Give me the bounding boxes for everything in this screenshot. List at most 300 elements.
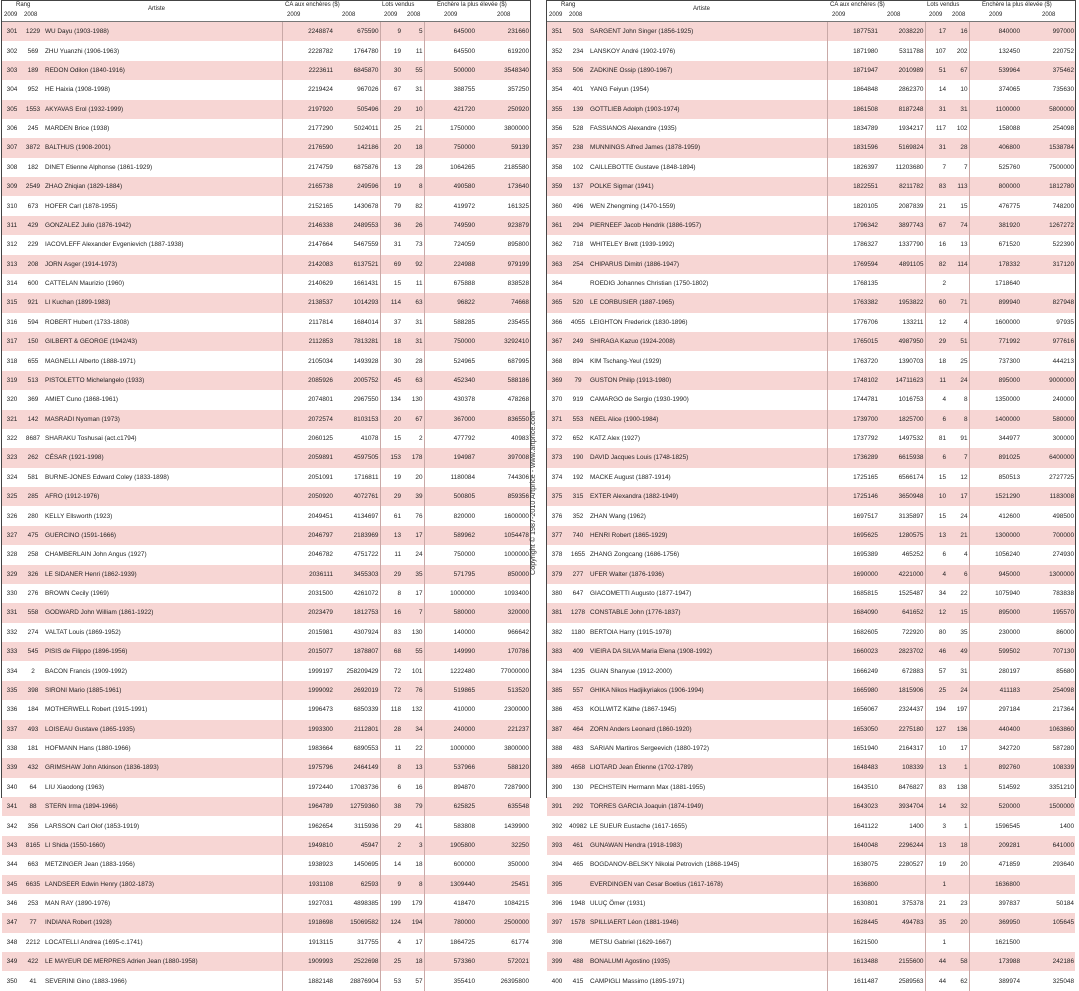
rank-2008: 4658 (567, 758, 589, 777)
lots-2008: 91 (947, 429, 969, 448)
rank-2009: 364 (547, 274, 567, 293)
rank-2008: 258 (22, 545, 44, 564)
artist-name: METZINGER Jean (1883-1956) (44, 855, 282, 874)
table-row (547, 720, 1075, 739)
turnover-2008: 1764780 (334, 41, 380, 60)
header-enchere: Enchère la plus élevée ($) (982, 2, 1052, 8)
top-bid-2009: 490580 (424, 177, 476, 196)
rank-2009: 370 (547, 390, 567, 409)
table-row (547, 235, 1075, 254)
artist-name: GONZALEZ Julio (1876-1942) (44, 216, 282, 235)
rank-2008: 513 (22, 371, 44, 390)
artist-name: MOTHERWELL Robert (1915-1991) (44, 700, 282, 719)
lots-2008: 18 (402, 855, 424, 874)
table-row (547, 158, 1075, 177)
turnover-2008: 45947 (334, 836, 380, 855)
table-row (547, 661, 1075, 680)
rank-2008: 553 (567, 410, 589, 429)
turnover-2008: 6850339 (334, 700, 380, 719)
top-bid-2009: 178332 (969, 255, 1021, 274)
table-row (547, 293, 1075, 312)
lots-2008: 25 (947, 351, 969, 370)
top-bid-2009: 500805 (424, 487, 476, 506)
top-bid-2008: 231660 (476, 22, 530, 41)
turnover-2008: 2010989 (879, 61, 925, 80)
turnover-2009: 1975796 (282, 758, 334, 777)
rank-2008: 1180 (567, 623, 589, 642)
turnover-2008: 2589563 (879, 971, 925, 990)
lots-2009: 12 (925, 603, 947, 622)
table-row (2, 196, 530, 215)
top-bid-2008: 195570 (1021, 603, 1075, 622)
top-bid-2008: 1093400 (476, 584, 530, 603)
turnover-2009: 1882148 (282, 971, 334, 990)
rank-2009: 356 (547, 119, 567, 138)
artist-name: GOTTLIEB Adolph (1903-1974) (589, 100, 827, 119)
top-bid-2009: 945000 (969, 565, 1021, 584)
top-bid-2009: 140000 (424, 623, 476, 642)
artist-name: BERTOIA Harry (1915-1978) (589, 623, 827, 642)
lots-2008: 113 (947, 177, 969, 196)
top-bid-2008: 1812780 (1021, 177, 1075, 196)
rank-2009: 377 (547, 526, 567, 545)
artist-name: MARDEN Brice (1938) (44, 119, 282, 138)
table-row (547, 487, 1075, 506)
turnover-2009: 1656067 (827, 700, 879, 719)
turnover-2008: 2464149 (334, 758, 380, 777)
lots-2008 (947, 875, 969, 894)
top-bid-2008: 587280 (1021, 739, 1075, 758)
top-bid-2009: 820000 (424, 506, 476, 525)
header-lots-2008: 2008 (407, 12, 421, 18)
lots-2008 (947, 933, 969, 952)
rank-2008 (567, 875, 589, 894)
lots-2008: 82 (402, 196, 424, 215)
lots-2008: 57 (402, 971, 424, 990)
artist-name: ZHAN Wang (1962) (589, 506, 827, 525)
rank-2009: 375 (547, 487, 567, 506)
lots-2008: 202 (947, 41, 969, 60)
turnover-2009: 1643510 (827, 778, 879, 797)
turnover-2008: 3650948 (879, 487, 925, 506)
top-bid-2008: 61774 (476, 933, 530, 952)
table-row (2, 816, 530, 835)
turnover-2008: 1014293 (334, 293, 380, 312)
lots-2008: 6 (947, 565, 969, 584)
artist-name: CHAMBERLAIN John Angus (1927) (44, 545, 282, 564)
lots-2009: 46 (925, 642, 947, 661)
lots-2009: 194 (925, 700, 947, 719)
turnover-2008: 4891105 (879, 255, 925, 274)
table-row (547, 468, 1075, 487)
table-row (2, 487, 530, 506)
turnover-2009: 1972440 (282, 778, 334, 797)
artist-name: CATTELAN Maurizio (1960) (44, 274, 282, 293)
lots-2008: 73 (402, 235, 424, 254)
lots-2008: 7 (947, 448, 969, 467)
artist-name: GIACOMETTI Augusto (1877-1947) (589, 584, 827, 603)
lots-2008: 20 (947, 913, 969, 932)
top-bid-2008: 59139 (476, 138, 530, 157)
lots-2008: 55 (402, 642, 424, 661)
top-bid-2008: 40983 (476, 429, 530, 448)
table-row (2, 158, 530, 177)
table-row (547, 138, 1075, 157)
table-row (2, 836, 530, 855)
rank-2008: 919 (567, 390, 589, 409)
rank-2008: 245 (22, 119, 44, 138)
turnover-2009: 1666249 (827, 661, 879, 680)
table-row (2, 526, 530, 545)
lots-2009: 18 (925, 351, 947, 370)
artist-name: ZHU Yuanzhi (1906-1963) (44, 41, 282, 60)
top-bid-2008: 77000000 (476, 661, 530, 680)
rank-2009: 398 (547, 933, 567, 952)
lots-2009: 25 (380, 952, 402, 971)
artist-name: IACOVLEFF Alexander Evgenievich (1887-1938) (44, 235, 282, 254)
rank-2008: 181 (22, 739, 44, 758)
table-row (2, 875, 530, 894)
turnover-2008: 2967550 (334, 390, 380, 409)
turnover-2009: 2146338 (282, 216, 334, 235)
table-row (2, 778, 530, 797)
top-bid-2009: 224988 (424, 255, 476, 274)
header-lots-2009: 2009 (384, 12, 398, 18)
rank-2009: 329 (2, 565, 22, 584)
turnover-2009: 2031500 (282, 584, 334, 603)
turnover-2008: 1497532 (879, 429, 925, 448)
lots-2009: 68 (380, 642, 402, 661)
lots-2008: 17 (402, 933, 424, 952)
lots-2008: 24 (947, 681, 969, 700)
artist-name: WEN Zhengming (1470-1559) (589, 196, 827, 215)
lots-2008: 18 (402, 952, 424, 971)
table-row (547, 526, 1075, 545)
top-bid-2009: 671520 (969, 235, 1021, 254)
top-bid-2009: 1718640 (969, 274, 1021, 293)
table-row (2, 913, 530, 932)
top-bid-2009: 411183 (969, 681, 1021, 700)
top-bid-2009: 1075940 (969, 584, 1021, 603)
artist-name: BOGDANOV-BELSKY Nikolai Petrovich (1868-1945) (589, 855, 827, 874)
turnover-2008 (879, 274, 925, 293)
rank-2008: 1948 (567, 894, 589, 913)
turnover-2008: 1953822 (879, 293, 925, 312)
table-row (2, 623, 530, 642)
table-row (2, 971, 530, 990)
lots-2009: 10 (925, 487, 947, 506)
rank-2008 (567, 933, 589, 952)
turnover-2009: 1871947 (827, 61, 879, 80)
rank-2008: 493 (22, 720, 44, 739)
artist-name: MAN RAY (1890-1976) (44, 894, 282, 913)
lots-2008: 10 (947, 80, 969, 99)
top-bid-2008: 498500 (1021, 506, 1075, 525)
turnover-2009: 1820105 (827, 196, 879, 215)
lots-2009: 82 (925, 255, 947, 274)
turnover-2009: 1638075 (827, 855, 879, 874)
rank-2008: 488 (567, 952, 589, 971)
table-row (547, 971, 1075, 990)
turnover-2009: 2059891 (282, 448, 334, 467)
table-row (2, 410, 530, 429)
artist-name: METSU Gabriel (1629-1667) (589, 933, 827, 952)
top-bid-2008: 220752 (1021, 41, 1075, 60)
lots-2008: 76 (402, 681, 424, 700)
lots-2009: 6 (925, 448, 947, 467)
top-bid-2008: 300000 (1021, 429, 1075, 448)
rank-2008: 409 (567, 642, 589, 661)
header-artiste: Artiste (148, 6, 166, 12)
top-bid-2008: 108339 (1021, 758, 1075, 777)
turnover-2008: 1450695 (334, 855, 380, 874)
table-row (547, 274, 1075, 293)
lots-2008: 22 (402, 739, 424, 758)
turnover-2009: 1864848 (827, 80, 879, 99)
turnover-2008: 11203680 (879, 158, 925, 177)
table-page-right (546, 0, 1076, 985)
rank-2009: 376 (547, 506, 567, 525)
turnover-2008: 1493928 (334, 351, 380, 370)
table-row (547, 216, 1075, 235)
artist-name: SARIAN Martiros Sergeevich (1880-1972) (589, 739, 827, 758)
lots-2009: 29 (380, 565, 402, 584)
header-year-2009: 2009 (4, 12, 18, 18)
turnover-2008: 7813281 (334, 332, 380, 351)
rank-2008: 545 (22, 642, 44, 661)
turnover-2009: 1641122 (827, 816, 879, 835)
turnover-2008: 967026 (334, 80, 380, 99)
rank-2008: 647 (567, 584, 589, 603)
turnover-2009: 2228782 (282, 41, 334, 60)
rank-2009: 313 (2, 255, 22, 274)
top-bid-2008: 1183008 (1021, 487, 1075, 506)
rank-2008: 461 (567, 836, 589, 855)
table-row (2, 642, 530, 661)
table-row (547, 623, 1075, 642)
top-bid-2008: 635548 (476, 797, 530, 816)
lots-2008: 13 (402, 758, 424, 777)
rank-2009: 334 (2, 661, 22, 680)
lots-2008 (947, 274, 969, 293)
turnover-2008: 4072761 (334, 487, 380, 506)
lots-2008: 15 (947, 196, 969, 215)
turnover-2008: 317755 (334, 933, 380, 952)
turnover-2009: 2117814 (282, 313, 334, 332)
top-bid-2008: 350000 (476, 855, 530, 874)
table-row (547, 506, 1075, 525)
lots-2008: 16 (947, 22, 969, 41)
top-bid-2009: 410000 (424, 700, 476, 719)
lots-2009: 15 (925, 506, 947, 525)
turnover-2008: 4221000 (879, 565, 925, 584)
top-bid-2008 (1021, 933, 1075, 952)
table-row (2, 255, 530, 274)
lots-2009: 83 (925, 778, 947, 797)
top-bid-2009: 209281 (969, 836, 1021, 855)
top-bid-2008 (1021, 274, 1075, 293)
lots-2008: 24 (947, 506, 969, 525)
lots-2008: 76 (402, 506, 424, 525)
rank-2008: 41 (22, 971, 44, 990)
turnover-2008: 41078 (334, 429, 380, 448)
artist-name: ROBERT Hubert (1733-1808) (44, 313, 282, 332)
top-bid-2009: 1100000 (969, 100, 1021, 119)
table-row (2, 390, 530, 409)
turnover-2009: 1725146 (827, 487, 879, 506)
rank-2008: 139 (567, 100, 589, 119)
top-bid-2008: 572021 (476, 952, 530, 971)
turnover-2008: 641652 (879, 603, 925, 622)
top-bid-2009: 369950 (969, 913, 1021, 932)
top-bid-2008: 2727725 (1021, 468, 1075, 487)
table-row (2, 855, 530, 874)
top-bid-2008: 979199 (476, 255, 530, 274)
artist-name: GHIKA Nikos Hadjikyriakos (1906-1994) (589, 681, 827, 700)
artist-name: DINET Etienne Alphonse (1861-1929) (44, 158, 282, 177)
top-bid-2009: 1600000 (969, 313, 1021, 332)
rank-2008: 594 (22, 313, 44, 332)
rank-2009: 319 (2, 371, 22, 390)
header-enchere-2008: 2008 (1042, 12, 1056, 18)
lots-2008: 35 (402, 565, 424, 584)
rank-2009: 381 (547, 603, 567, 622)
turnover-2008: 2005752 (334, 371, 380, 390)
top-bid-2009: 96822 (424, 293, 476, 312)
rank-2009: 342 (2, 816, 22, 835)
lots-2008: 11 (402, 274, 424, 293)
table-page-left (1, 0, 531, 985)
rank-2009: 312 (2, 235, 22, 254)
turnover-2008: 6566174 (879, 468, 925, 487)
lots-2009: 2 (925, 274, 947, 293)
top-bid-2008: 221237 (476, 720, 530, 739)
top-bid-2008: 836550 (476, 410, 530, 429)
lots-2008: 138 (947, 778, 969, 797)
top-bid-2008: 707130 (1021, 642, 1075, 661)
header-enchere-2008: 2008 (497, 12, 511, 18)
lots-2008: 1 (947, 758, 969, 777)
turnover-2008: 4261072 (334, 584, 380, 603)
top-bid-2008: 966642 (476, 623, 530, 642)
header-rang: Rang (16, 2, 31, 8)
top-bid-2008: 217364 (1021, 700, 1075, 719)
rank-2008: 150 (22, 332, 44, 351)
turnover-2009: 1996473 (282, 700, 334, 719)
lots-2008: 28 (402, 351, 424, 370)
header-ca-2009: 2009 (832, 12, 846, 18)
lots-2008: 34 (402, 720, 424, 739)
artist-name: DAVID Jacques Louis (1748-1825) (589, 448, 827, 467)
table-row (547, 351, 1075, 370)
lots-2009: 28 (380, 720, 402, 739)
lots-2008: 62 (947, 971, 969, 990)
rank-2009: 359 (547, 177, 567, 196)
top-bid-2009: 1222480 (424, 661, 476, 680)
lots-2008: 178 (402, 448, 424, 467)
top-bid-2009: 1864725 (424, 933, 476, 952)
table-row (2, 80, 530, 99)
lots-2008: 21 (947, 526, 969, 545)
top-bid-2008: 1054478 (476, 526, 530, 545)
turnover-2008: 1815906 (879, 681, 925, 700)
table-row (547, 390, 1075, 409)
turnover-2008: 15069582 (334, 913, 380, 932)
lots-2009: 51 (925, 61, 947, 80)
artist-name: SHARAKU Toshusai (act.c1794) (44, 429, 282, 448)
lots-2008: 8 (947, 390, 969, 409)
top-bid-2008: 588186 (476, 371, 530, 390)
lots-2009: 6 (380, 778, 402, 797)
rank-2009: 355 (547, 100, 567, 119)
top-bid-2009: 440400 (969, 720, 1021, 739)
lots-2009: 29 (925, 332, 947, 351)
lots-2008: 31 (402, 80, 424, 99)
lots-2009: 6 (925, 410, 947, 429)
artist-name: GUERCINO (1591-1666) (44, 526, 282, 545)
lots-2008: 23 (947, 894, 969, 913)
turnover-2009: 1877531 (827, 22, 879, 41)
rank-2008: 1655 (567, 545, 589, 564)
turnover-2008: 133211 (879, 313, 925, 332)
rank-2008: 102 (567, 158, 589, 177)
turnover-2008: 6845870 (334, 61, 380, 80)
artist-name: BROWN Cecily (1969) (44, 584, 282, 603)
turnover-2008: 672883 (879, 661, 925, 680)
turnover-2008: 4307924 (334, 623, 380, 642)
table-row (547, 119, 1075, 138)
header-lots-2009: 2009 (929, 12, 943, 18)
top-bid-2009: 525760 (969, 158, 1021, 177)
rank-2009: 339 (2, 758, 22, 777)
top-bid-2009: 625825 (424, 797, 476, 816)
top-bid-2008: 2500000 (476, 913, 530, 932)
rank-2009: 314 (2, 274, 22, 293)
rank-2008: 496 (567, 196, 589, 215)
lots-2009: 3 (925, 816, 947, 835)
top-bid-2009: 230000 (969, 623, 1021, 642)
rank-2008: 280 (22, 506, 44, 525)
table-row (2, 216, 530, 235)
lots-2009: 1 (925, 875, 947, 894)
artist-name: FASSIANOS Alexandre (1935) (589, 119, 827, 138)
turnover-2009: 1665980 (827, 681, 879, 700)
top-bid-2009: 850513 (969, 468, 1021, 487)
turnover-2009: 2147664 (282, 235, 334, 254)
rank-2009: 306 (2, 119, 22, 138)
header-enchere: Enchère la plus élevée ($) (437, 2, 507, 8)
table-row (2, 448, 530, 467)
rank-2008: 506 (567, 61, 589, 80)
header-artiste: Artiste (693, 6, 711, 12)
table-row (547, 739, 1075, 758)
top-bid-2008: 1439900 (476, 816, 530, 835)
lots-2008: 7 (947, 158, 969, 177)
top-bid-2009: 583808 (424, 816, 476, 835)
turnover-2008: 28876904 (334, 971, 380, 990)
lots-2008: 67 (402, 410, 424, 429)
table-row (547, 778, 1075, 797)
turnover-2009: 2050920 (282, 487, 334, 506)
rank-2009: 365 (547, 293, 567, 312)
top-bid-2009: 1056240 (969, 545, 1021, 564)
rank-2009: 318 (2, 351, 22, 370)
top-bid-2008: 7287900 (476, 778, 530, 797)
top-bid-2009: 430378 (424, 390, 476, 409)
lots-2009: 11 (380, 739, 402, 758)
turnover-2008: 6137521 (334, 255, 380, 274)
table-row (547, 933, 1075, 952)
